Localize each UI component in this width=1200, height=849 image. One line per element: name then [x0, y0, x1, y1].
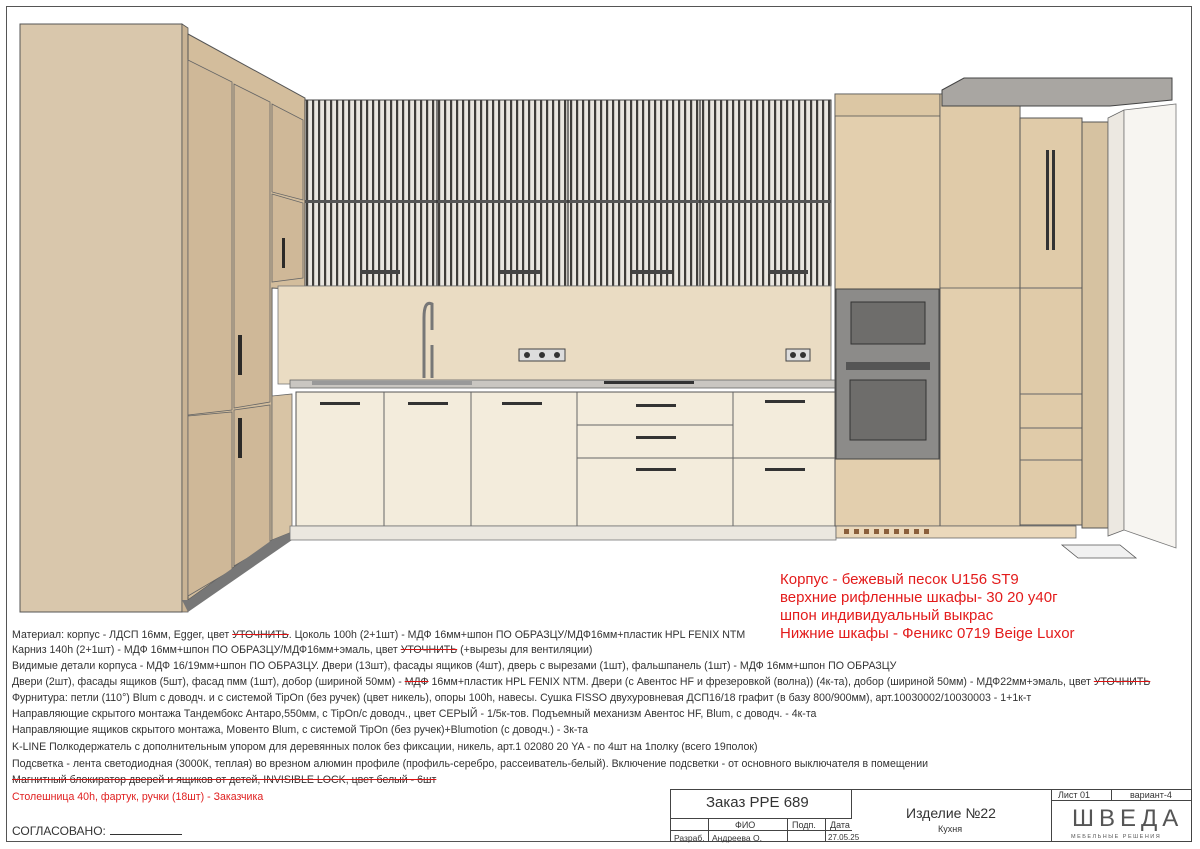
spec-line-lighting: Подсветка - лента светодиодная (3000К, теплая) во врезном алюмин профиле (профиль-серебро, рассеиватель-белый). Включение подсветки - от основного выключателя в помещении — [12, 758, 929, 770]
spec-line-fittings: Фурнитура: петли (110°) Blum с доводч. и с системой TipOn (без ручек) (цвет никель), опоры 100h, навесы. Сушка FISSO двухуровневая ДСП16/18 графит (в базу 800/900мм), арт.10030002/10030003 - 1+1к-т — [12, 692, 1032, 704]
handle-icon — [636, 436, 676, 439]
handle-icon — [408, 402, 448, 405]
handle-icon — [768, 270, 808, 274]
handle-icon — [765, 400, 805, 403]
spec-line-runners: Направляющие скрытого монтажа Тандембокс Антаро,550мм, с TipOn/с доводч., цвет СЕРЫЙ - 1/5к-тов. Подъемный механизм Авентос HF, Blum, с доводч. - 4к-та — [12, 708, 817, 720]
handle-icon — [632, 270, 672, 274]
sheet-number: Лист 01 — [1058, 790, 1091, 800]
approval-field: СОГЛАСОВАНО: — [12, 824, 182, 838]
handle-icon — [636, 468, 676, 471]
handle-icon — [500, 270, 540, 274]
handle-icon — [765, 468, 805, 471]
note-line: Корпус - бежевый песок U156 ST9 — [780, 571, 1019, 588]
spec-line-child-lock: Магнитный блокиратор дверей и ящиков от детей, INVISIBLE LOCK, цвет белый - 6шт — [12, 774, 437, 786]
microwave-icon — [851, 302, 925, 344]
lower-cabinets — [290, 392, 836, 540]
row-role: Разраб. — [674, 833, 705, 843]
spec-line-drawer-runners: Направляющие ящиков скрытого монтажа, Мовенто Blum, с системой TipOn (без ручек)+Blumotion (с доводч.) - 3к-та — [12, 724, 588, 736]
backsplash — [278, 286, 831, 384]
signature-line — [110, 824, 182, 835]
handle-icon — [636, 404, 676, 407]
tall-cabinets-right — [835, 78, 1176, 558]
variant-label: вариант-4 — [1130, 790, 1172, 800]
socket-icon — [786, 349, 810, 361]
handle-icon — [360, 270, 400, 274]
spec-line-countertop: Столешница 40h, фартук, ручки (18шт) - Заказчика — [12, 791, 264, 803]
row-name: Андреева О. — [712, 833, 762, 843]
ribbed-upper-cabinets — [305, 100, 831, 286]
row-date: 27.05.25 — [828, 833, 860, 842]
spec-line-doors: Двери (2шт), фасады ящиков (5шт), фасад пмм (1шт), добор (шириной 50мм) - МДФ 16мм+пластик HPL FENIX NTM. Двери (с Авентос HF и фрезеровкой (волна)) (4к-та), добор (шириной 50мм) - МДФ22мм+эмаль, цвет УТОЧНИТЬ — [12, 676, 1151, 688]
handle-icon — [238, 418, 242, 458]
handle-icon — [282, 238, 285, 268]
col-date: Дата — [830, 820, 850, 830]
handle-icon — [1046, 150, 1049, 250]
note-line: шпон индивидуальный выкрас — [780, 607, 994, 624]
oven-icon — [850, 380, 926, 440]
handle-icon — [238, 335, 242, 375]
order-number: Заказ PPE 689 — [706, 794, 809, 811]
sink — [312, 381, 472, 385]
tall-cabinet-left — [20, 24, 188, 612]
handle-icon — [502, 402, 542, 405]
handle-icon — [320, 402, 360, 405]
spec-line-visible-parts: Видимые детали корпуса - МДФ 16/19мм+шпон ПО ОБРАЗЦУ. Двери (13шт), фасады ящиков (4шт), дверь с вырезами (1шт), фальшпанель (1шт) - МДФ 16мм+шпон ПО ОБРАЗЦУ — [12, 660, 897, 672]
col-fio: ФИО — [735, 820, 756, 830]
product-title: Изделие №22 — [906, 805, 996, 821]
product-subtitle: Кухня — [938, 824, 963, 834]
spec-line-material: Материал: корпус - ЛДСП 16мм, Egger, цвет УТОЧНИТЬ. Цоколь 100h (2+1шт) - МДФ 16мм+шпон ПО ОБРАЗЦУ/МДФ16мм+пластик HPL FENIX NTM — [12, 629, 746, 641]
material-notes — [780, 571, 1075, 643]
handle-icon — [1052, 150, 1055, 250]
spec-line-cornice: Карниз 140h (2+1шт) - МДФ 16мм+шпон ПО ОБРАЗЦУ/МДФ16мм+эмаль, цвет УТОЧНИТЬ (+вырезы для вентиляции) — [12, 644, 593, 656]
col-sign: Подп. — [792, 820, 816, 830]
company-tagline: МЕБЕЛЬНЫЕ РЕШЕНИЯ — [1071, 834, 1162, 840]
note-line: Нижние шкафы - Феникс 0719 Beige Luxor — [780, 625, 1075, 642]
company-logo: ШВЕДА — [1072, 805, 1184, 832]
cooktop — [604, 381, 694, 384]
spec-line-shelf-holders: K-LINE Полкодержатель с дополнительным упором для деревянных полок без фиксации, никель, арт.1 02080 20 YA - по 4шт на 1полку (всего 19полок) — [12, 741, 758, 753]
note-line: верхние рифленные шкафы- 30 20 у40г — [780, 589, 1058, 606]
